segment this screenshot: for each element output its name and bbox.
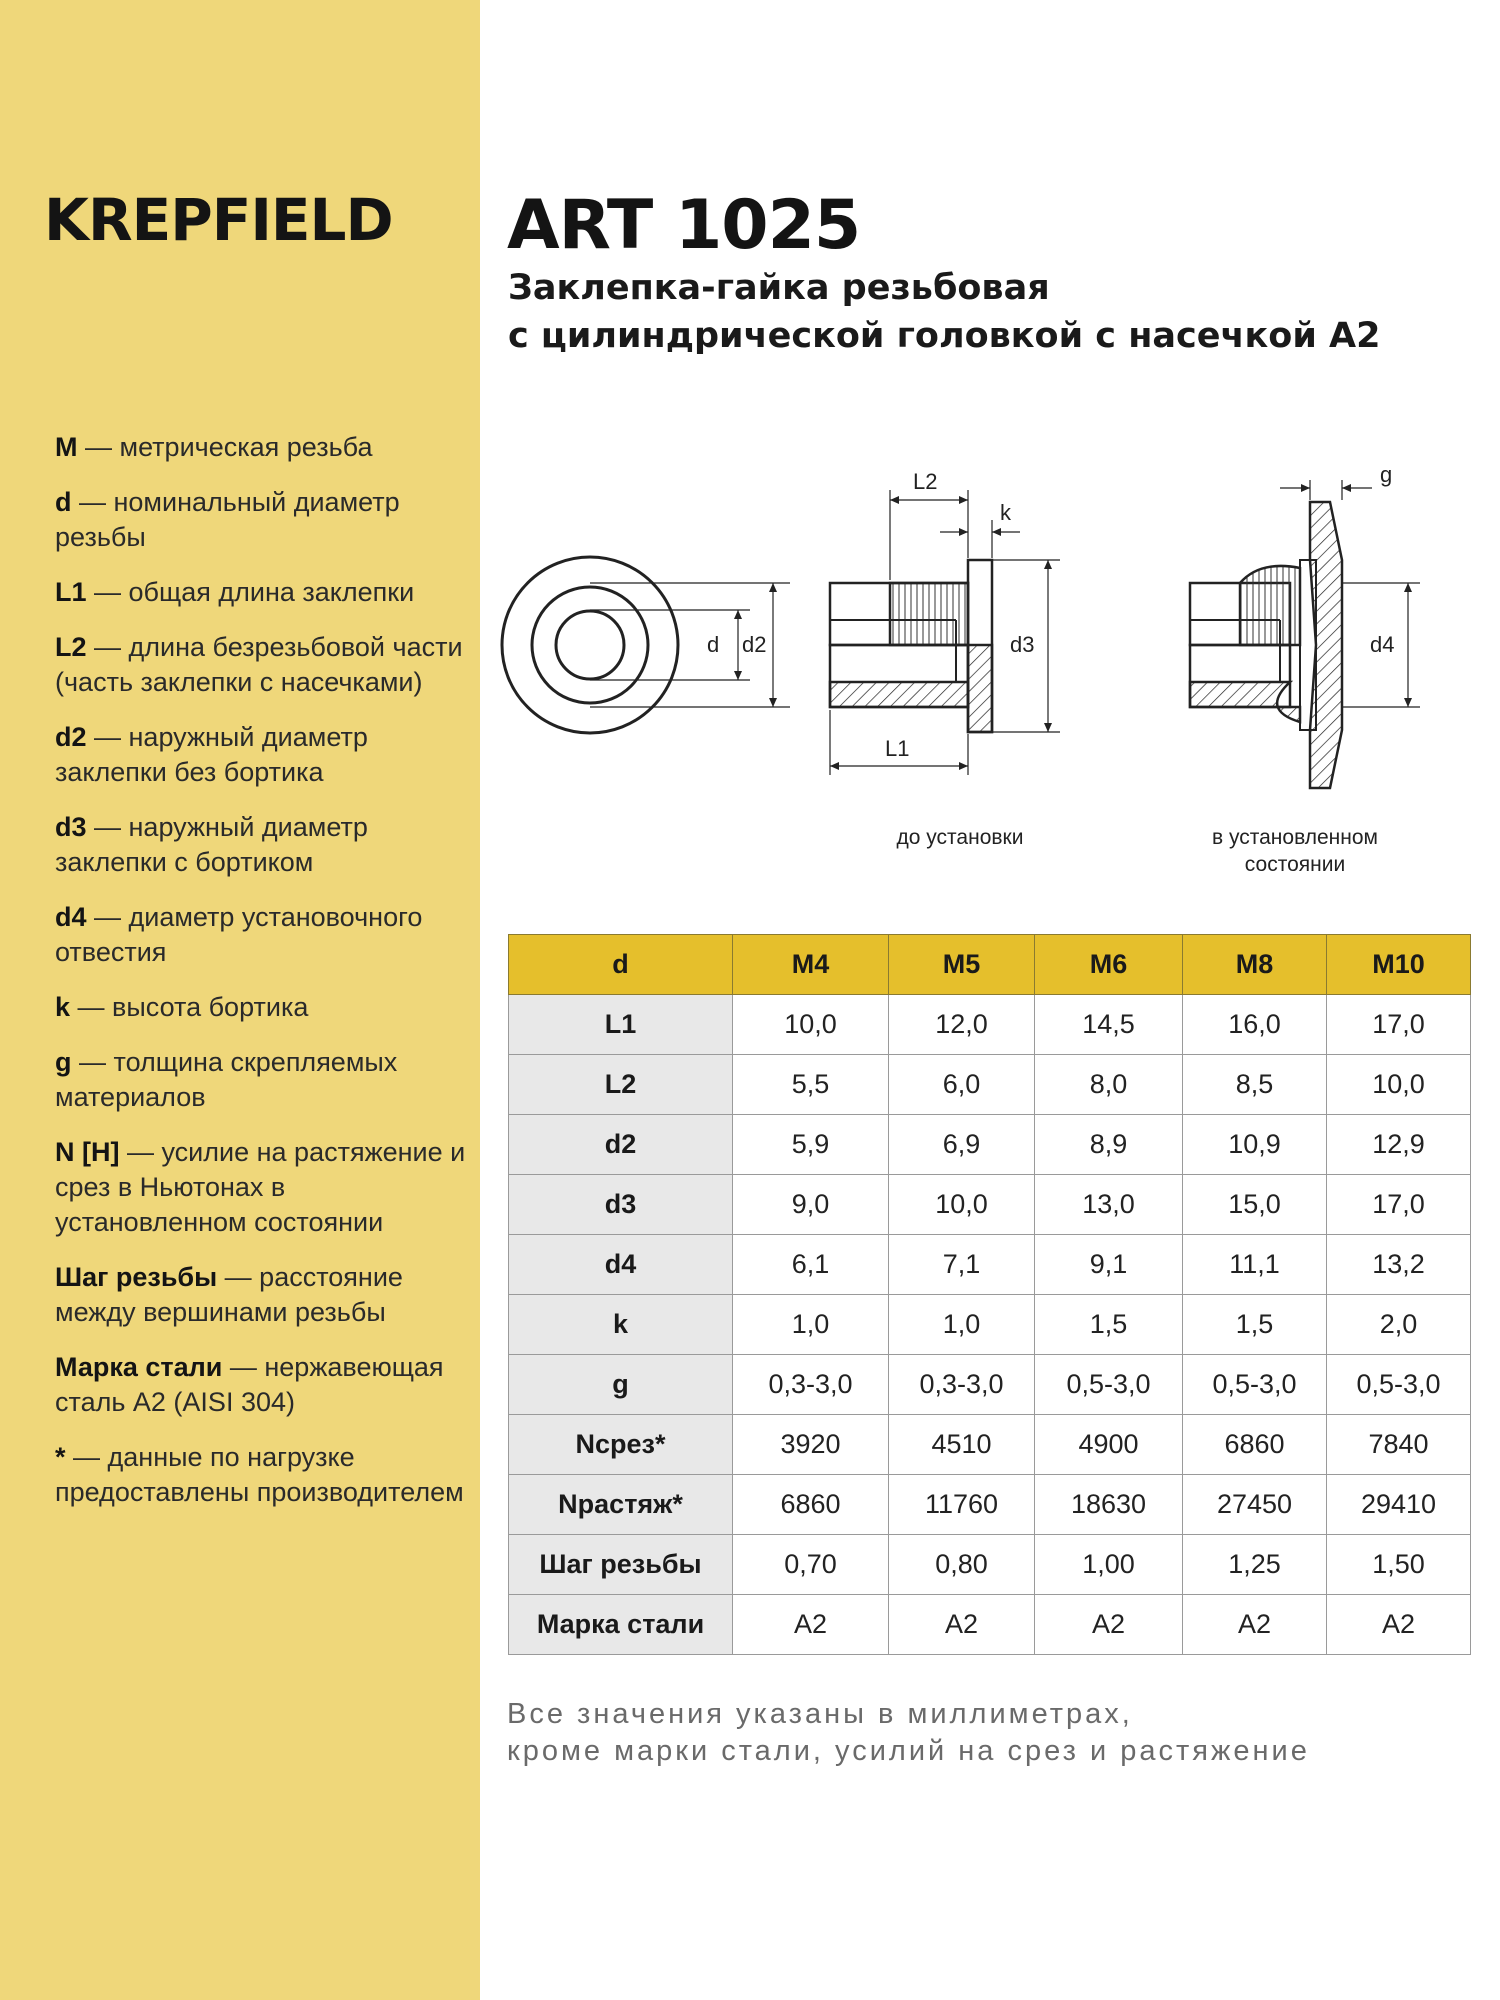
table-cell: 27450 <box>1183 1475 1327 1535</box>
label-d2: d2 <box>742 632 767 657</box>
table-row <box>509 1175 1471 1235</box>
table-row-label: Марка стали <box>509 1595 733 1655</box>
legend-desc: — длина безрезьбовой части (часть заклепки с насечками) <box>55 632 463 697</box>
legend-desc: — расстояние между вершинами резьбы <box>55 1262 403 1327</box>
legend-item-d4 <box>55 900 475 970</box>
table-cell: 8,9 <box>1035 1115 1183 1175</box>
table-cell: 5,9 <box>733 1115 889 1175</box>
table-header-cell: M8 <box>1183 935 1327 995</box>
table-cell: 0,5-3,0 <box>1327 1355 1471 1415</box>
label-d: d <box>707 632 720 657</box>
legend-term: Марка стали <box>55 1352 223 1382</box>
legend-item-pitch <box>55 1260 475 1330</box>
table-cell: 4900 <box>1035 1415 1183 1475</box>
product-article: ART 1025 <box>507 186 861 265</box>
legend-item-l2 <box>55 630 475 700</box>
legend-item-l1 <box>55 575 475 610</box>
table-row <box>509 1535 1471 1595</box>
caption-after-line-2: состоянии <box>1244 853 1346 876</box>
table-row <box>509 1475 1471 1535</box>
caption-before-install: до установки <box>896 826 1024 849</box>
table-cell: 0,5-3,0 <box>1183 1355 1327 1415</box>
table-cell: 10,0 <box>733 995 889 1055</box>
table-row-label: d4 <box>509 1235 733 1295</box>
legend-term: Шаг резьбы <box>55 1262 218 1292</box>
legend-term: d2 <box>55 722 87 752</box>
table-cell: A2 <box>733 1595 889 1655</box>
table-cell: 7,1 <box>889 1235 1035 1295</box>
table-row-label: Nрастяж* <box>509 1475 733 1535</box>
legend-desc: — наружный диаметр заклепки без бортика <box>55 722 368 787</box>
table-cell: 1,00 <box>1035 1535 1183 1595</box>
table-cell: 13,2 <box>1327 1235 1471 1295</box>
table-row-label: L2 <box>509 1055 733 1115</box>
table-cell: 8,0 <box>1035 1055 1183 1115</box>
legend-desc: — метрическая резьба <box>77 432 373 462</box>
table-cell: 11760 <box>889 1475 1035 1535</box>
legend-desc: — номинальный диаметр резьбы <box>55 487 400 552</box>
rivet-after <box>1190 502 1342 788</box>
table-row <box>509 1115 1471 1175</box>
table-cell: 1,5 <box>1035 1295 1183 1355</box>
label-l2: L2 <box>913 469 938 494</box>
legend-item-asterisk <box>55 1440 475 1510</box>
spec-table <box>508 934 1471 1655</box>
table-row-label: d2 <box>509 1115 733 1175</box>
table-cell: 1,5 <box>1183 1295 1327 1355</box>
table-cell: 17,0 <box>1327 1175 1471 1235</box>
table-cell: 29410 <box>1327 1475 1471 1535</box>
table-cell: 16,0 <box>1183 995 1327 1055</box>
legend-term: N [H] <box>55 1137 120 1167</box>
table-row <box>509 1055 1471 1115</box>
product-title <box>508 264 1488 360</box>
units-note-line-1: Все значения указаны в миллиметрах, <box>507 1698 1133 1730</box>
table-cell: 7840 <box>1327 1415 1471 1475</box>
legend-term: d <box>55 487 72 517</box>
legend-desc: — высота бортика <box>70 992 309 1022</box>
table-cell: 1,0 <box>733 1295 889 1355</box>
legend <box>55 430 475 1530</box>
table-cell: 6,1 <box>733 1235 889 1295</box>
table-header-cell: d <box>509 935 733 995</box>
table-cell: 1,25 <box>1183 1535 1327 1595</box>
table-cell: 0,3-3,0 <box>889 1355 1035 1415</box>
table-cell: 14,5 <box>1035 995 1183 1055</box>
table-cell: 1,0 <box>889 1295 1035 1355</box>
legend-item-g <box>55 1045 475 1115</box>
legend-term: k <box>55 992 71 1022</box>
table-cell: A2 <box>1183 1595 1327 1655</box>
table-cell: 6860 <box>1183 1415 1327 1475</box>
legend-term: d4 <box>55 902 87 932</box>
label-k: k <box>1000 500 1011 525</box>
table-cell: A2 <box>889 1595 1035 1655</box>
table-row <box>509 1295 1471 1355</box>
table-cell: 8,5 <box>1183 1055 1327 1115</box>
table-cell: A2 <box>1035 1595 1183 1655</box>
rivet-before <box>830 560 992 732</box>
table-cell: 0,70 <box>733 1535 889 1595</box>
caption-after-line-1: в установленном <box>1211 826 1378 849</box>
legend-desc: — толщина скрепляемых материалов <box>55 1047 398 1112</box>
legend-term: L2 <box>55 632 87 662</box>
table-cell: 5,5 <box>733 1055 889 1115</box>
table-row <box>509 1415 1471 1475</box>
legend-item-d <box>55 485 475 555</box>
legend-term: d3 <box>55 812 87 842</box>
caption-after-install <box>1160 824 1430 878</box>
table-row-label: d3 <box>509 1175 733 1235</box>
sidebar <box>0 0 480 2000</box>
label-d4: d4 <box>1370 632 1395 657</box>
table-cell: 18630 <box>1035 1475 1183 1535</box>
table-row <box>509 1355 1471 1415</box>
brand-logo: KREPFIELD <box>44 186 393 254</box>
table-header-cell: M10 <box>1327 935 1471 995</box>
legend-item-d2 <box>55 720 475 790</box>
legend-item-m <box>55 430 475 465</box>
label-d3: d3 <box>1010 632 1035 657</box>
table-cell: 0,3-3,0 <box>733 1355 889 1415</box>
legend-item-steel <box>55 1350 475 1420</box>
table-row-label: Nсрез* <box>509 1415 733 1475</box>
legend-desc: — диаметр установочного отвестия <box>55 902 423 967</box>
technical-drawing <box>500 460 1480 800</box>
product-title-line-2: с цилиндрической головкой с насечкой А2 <box>508 316 1381 356</box>
legend-desc: — данные по нагрузке предоставлены производителем <box>55 1442 464 1507</box>
legend-term: M <box>55 432 78 462</box>
table-header-cell: M5 <box>889 935 1035 995</box>
legend-desc: — усилие на растяжение и срез в Ньютонах в установленном состоянии <box>55 1137 466 1237</box>
table-cell: A2 <box>1327 1595 1471 1655</box>
table-cell: 1,50 <box>1327 1535 1471 1595</box>
table-cell: 4510 <box>889 1415 1035 1475</box>
legend-item-k <box>55 990 475 1025</box>
legend-desc: — нержавеющая сталь A2 (AISI 304) <box>55 1352 444 1417</box>
table-cell: 9,1 <box>1035 1235 1183 1295</box>
table-cell: 3920 <box>733 1415 889 1475</box>
product-title-line-1: Заклепка-гайка резьбовая <box>508 268 1050 308</box>
legend-desc: — наружный диаметр заклепки с бортиком <box>55 812 368 877</box>
table-header-row <box>509 935 1471 995</box>
table-cell: 17,0 <box>1327 995 1471 1055</box>
label-l1: L1 <box>885 736 910 761</box>
table-cell: 10,0 <box>889 1175 1035 1235</box>
legend-desc: — общая длина заклепки <box>86 577 415 607</box>
table-row-label: k <box>509 1295 733 1355</box>
table-cell: 15,0 <box>1183 1175 1327 1235</box>
table-cell: 11,1 <box>1183 1235 1327 1295</box>
table-cell: 0,5-3,0 <box>1035 1355 1183 1415</box>
table-cell: 12,0 <box>889 995 1035 1055</box>
units-note-line-2: кроме марки стали, усилий на срез и растяжение <box>507 1735 1310 1767</box>
table-header-cell: M4 <box>733 935 889 995</box>
table-row-label: L1 <box>509 995 733 1055</box>
table-header-cell: M6 <box>1035 935 1183 995</box>
table-row-label: Шаг резьбы <box>509 1535 733 1595</box>
table-cell: 2,0 <box>1327 1295 1471 1355</box>
table-cell: 13,0 <box>1035 1175 1183 1235</box>
table-cell: 0,80 <box>889 1535 1035 1595</box>
legend-item-n <box>55 1135 475 1240</box>
label-g: g <box>1380 462 1393 487</box>
legend-term: g <box>55 1047 72 1077</box>
table-row <box>509 995 1471 1055</box>
table-row <box>509 1235 1471 1295</box>
units-note <box>507 1696 1487 1770</box>
table-row-label: g <box>509 1355 733 1415</box>
table-cell: 10,0 <box>1327 1055 1471 1115</box>
table-cell: 9,0 <box>733 1175 889 1235</box>
table-row <box>509 1595 1471 1655</box>
table-cell: 6860 <box>733 1475 889 1535</box>
legend-item-d3 <box>55 810 475 880</box>
table-cell: 12,9 <box>1327 1115 1471 1175</box>
legend-term: * <box>55 1442 66 1472</box>
table-cell: 10,9 <box>1183 1115 1327 1175</box>
table-cell: 6,0 <box>889 1055 1035 1115</box>
table-cell: 6,9 <box>889 1115 1035 1175</box>
legend-term: L1 <box>55 577 87 607</box>
